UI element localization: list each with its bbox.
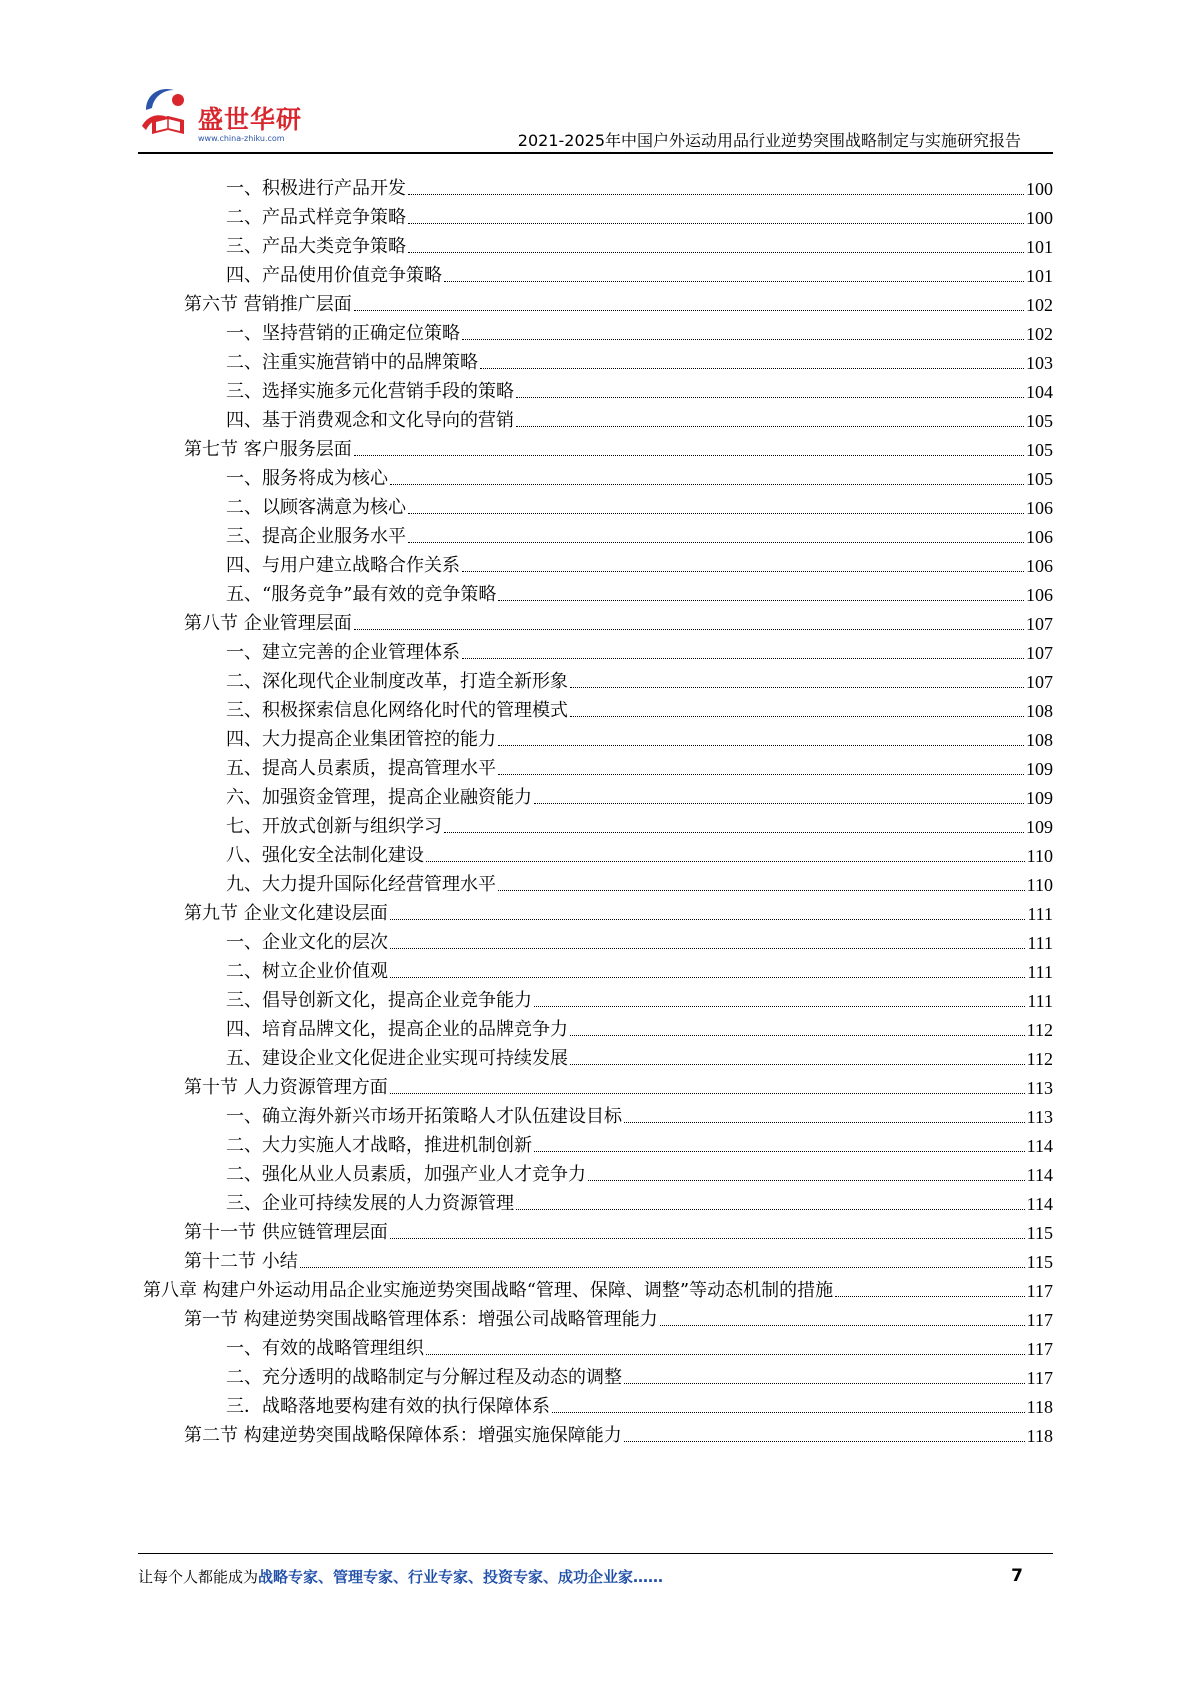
- toc-entry[interactable]: [184, 429, 1053, 461]
- header-divider: [138, 152, 1053, 154]
- toc-entry[interactable]: [184, 1299, 1053, 1331]
- toc-entry-page: 105: [1026, 411, 1053, 431]
- toc-dot-leader: [444, 281, 1024, 282]
- toc-entry-page: 110: [1026, 846, 1053, 866]
- toc-entry-page: 107: [1026, 672, 1053, 692]
- toc-entry-page: 115: [1026, 1223, 1053, 1243]
- toc-dot-leader: [390, 948, 1025, 949]
- toc-entry-title: 六、加强资金管理，提高企业融资能力: [226, 787, 532, 808]
- toc-dot-leader: [570, 687, 1024, 688]
- toc-dot-leader: [624, 1383, 1025, 1384]
- toc-entry-title: 五、提高人员素质，提高管理水平: [226, 758, 496, 779]
- toc-entry-title: 二、注重实施营销中的品牌策略: [226, 352, 478, 373]
- toc-entry-title: 三、选择实施多元化营销手段的策略: [226, 381, 514, 402]
- toc-entry-page: 100: [1026, 179, 1053, 199]
- toc-dot-leader: [390, 1093, 1025, 1094]
- toc-dot-leader: [835, 1296, 1025, 1297]
- toc-entry-page: 115: [1026, 1252, 1053, 1272]
- toc-entry[interactable]: [226, 313, 1053, 345]
- toc-entry[interactable]: [226, 226, 1053, 258]
- toc-entry-page: 105: [1026, 469, 1053, 489]
- toc-entry-page: 102: [1026, 324, 1053, 344]
- toc-dot-leader: [462, 571, 1024, 572]
- toc-entry[interactable]: [184, 603, 1053, 635]
- toc-entry[interactable]: [226, 255, 1053, 287]
- toc-entry[interactable]: [226, 632, 1053, 664]
- toc-entry[interactable]: [226, 1386, 1053, 1418]
- toc-entry-title: 九、大力提升国际化经营管理水平: [226, 874, 496, 895]
- toc-dot-leader: [426, 861, 1025, 862]
- toc-dot-leader: [534, 803, 1024, 804]
- toc-entry[interactable]: [226, 1009, 1053, 1041]
- toc-entry[interactable]: [226, 1125, 1053, 1157]
- toc-entry[interactable]: [226, 1154, 1053, 1186]
- toc-entry-page: 109: [1026, 759, 1053, 779]
- toc-entry-page: 106: [1026, 527, 1053, 547]
- toc-dot-leader: [390, 484, 1024, 485]
- toc-dot-leader: [390, 977, 1025, 978]
- toc-entry-title: 第十一节 供应链管理层面: [184, 1222, 388, 1243]
- toc-dot-leader: [534, 1006, 1025, 1007]
- toc-entry-page: 114: [1026, 1136, 1053, 1156]
- toc-entry-title: 四、产品使用价值竞争策略: [226, 265, 442, 286]
- toc-dot-leader: [462, 658, 1024, 659]
- toc-dot-leader: [516, 1209, 1025, 1210]
- toc-entry-title: 二、充分透明的战略制定与分解过程及动态的调整: [226, 1367, 622, 1388]
- toc-dot-leader: [408, 513, 1024, 514]
- toc-entry[interactable]: [226, 661, 1053, 693]
- toc-entry-page: 106: [1026, 585, 1053, 605]
- toc-entry[interactable]: [226, 168, 1053, 200]
- toc-entry-title: 第八节 企业管理层面: [184, 613, 352, 634]
- toc-entry-page: 114: [1026, 1165, 1053, 1185]
- toc-entry[interactable]: [226, 980, 1053, 1012]
- toc-entry-title: 四、培育品牌文化，提高企业的品牌竞争力: [226, 1019, 568, 1040]
- toc-entry-page: 108: [1026, 730, 1053, 750]
- toc-dot-leader: [498, 890, 1025, 891]
- toc-dot-leader: [570, 1064, 1025, 1065]
- toc-entry-title: 三、企业可持续发展的人力资源管理: [226, 1193, 514, 1214]
- toc-entry[interactable]: [226, 922, 1053, 954]
- toc-entry-page: 106: [1026, 556, 1053, 576]
- toc-entry-title: 第六节 营销推广层面: [184, 294, 352, 315]
- toc-dot-leader: [588, 1180, 1025, 1181]
- toc-entry-page: 111: [1027, 991, 1053, 1011]
- toc-entry[interactable]: [226, 545, 1053, 577]
- toc-entry[interactable]: [184, 1415, 1053, 1447]
- toc-entry[interactable]: [226, 516, 1053, 548]
- toc-entry-title: 一、建立完善的企业管理体系: [226, 642, 460, 663]
- toc-entry[interactable]: [226, 777, 1053, 809]
- toc-entry[interactable]: [226, 748, 1053, 780]
- toc-entry-page: 117: [1026, 1339, 1053, 1359]
- page-header: [0, 0, 1191, 160]
- toc-entry-page: 109: [1026, 817, 1053, 837]
- toc-entry-title: 二、树立企业价值观: [226, 961, 388, 982]
- toc-entry-title: 第八章 构建户外运动用品企业实施逆势突围战略“管理、保障、调整”等动态机制的措施: [143, 1280, 834, 1301]
- toc-entry-title: 一、企业文化的层次: [226, 932, 388, 953]
- toc-dot-leader: [552, 1412, 1025, 1413]
- toc-entry-page: 107: [1026, 643, 1053, 663]
- toc-entry-page: 117: [1026, 1281, 1053, 1301]
- toc-entry-title: 四、基于消费观念和文化导向的营销: [226, 410, 514, 431]
- toc-entry[interactable]: [226, 458, 1053, 490]
- toc-entry-title: 二、产品式样竞争策略: [226, 207, 406, 228]
- toc-entry-title: 第九节 企业文化建设层面: [184, 903, 388, 924]
- toc-entry-page: 117: [1026, 1368, 1053, 1388]
- toc-entry[interactable]: [226, 1183, 1053, 1215]
- toc-entry-page: 111: [1027, 933, 1053, 953]
- toc-dot-leader: [444, 832, 1024, 833]
- toc-entry-page: 113: [1026, 1078, 1053, 1098]
- toc-entry-page: 111: [1027, 904, 1053, 924]
- toc-entry[interactable]: [226, 690, 1053, 722]
- toc-entry[interactable]: [184, 1212, 1053, 1244]
- toc-entry-title: 二、强化从业人员素质，加强产业人才竞争力: [226, 1164, 586, 1185]
- toc-entry-page: 118: [1026, 1426, 1053, 1446]
- page-footer: [138, 1566, 1053, 1592]
- toc-entry-page: 106: [1026, 498, 1053, 518]
- toc-entry-page: 117: [1026, 1310, 1053, 1330]
- toc-entry[interactable]: [226, 719, 1053, 751]
- footer-divider: [138, 1553, 1053, 1554]
- toc-entry[interactable]: [226, 371, 1053, 403]
- toc-dot-leader: [390, 1238, 1025, 1239]
- toc-dot-leader: [354, 629, 1024, 630]
- toc-entry-title: 一、确立海外新兴市场开拓策略人才队伍建设目标: [226, 1106, 622, 1127]
- toc-dot-leader: [534, 1151, 1025, 1152]
- toc-entry[interactable]: [143, 1270, 1053, 1302]
- toc-dot-leader: [300, 1267, 1025, 1268]
- toc-entry-page: 102: [1026, 295, 1053, 315]
- toc-entry-title: 一、有效的战略管理组织: [226, 1338, 424, 1359]
- toc-entry-title: 二、大力实施人才战略，推进机制创新: [226, 1135, 532, 1156]
- toc-dot-leader: [408, 194, 1024, 195]
- toc-entry-page: 113: [1026, 1107, 1053, 1127]
- company-logo: [138, 82, 328, 152]
- logo-text: 盛世华研: [198, 105, 303, 134]
- toc-entry-page: 109: [1026, 788, 1053, 808]
- logo-url: www.china-zhiku.com: [198, 134, 285, 143]
- toc-dot-leader: [354, 455, 1024, 456]
- toc-entry-title: 第二节 构建逆势突围战略保障体系：增强实施保障能力: [184, 1425, 622, 1446]
- toc-dot-leader: [408, 223, 1024, 224]
- toc-entry[interactable]: [226, 400, 1053, 432]
- toc-dot-leader: [462, 339, 1024, 340]
- toc-entry[interactable]: [226, 835, 1053, 867]
- toc-entry-title: 第一节 构建逆势突围战略管理体系：增强公司战略管理能力: [184, 1309, 658, 1330]
- toc-entry[interactable]: [184, 284, 1053, 316]
- toc-entry-page: 101: [1026, 266, 1053, 286]
- toc-entry-title: 一、服务将成为核心: [226, 468, 388, 489]
- toc-entry-page: 100: [1026, 208, 1053, 228]
- toc-entry-title: 三、积极探索信息化网络化时代的管理模式: [226, 700, 568, 721]
- toc-entry[interactable]: [226, 951, 1053, 983]
- toc-entry-title: 三、产品大类竞争策略: [226, 236, 406, 257]
- logo-emblem-icon: [138, 82, 198, 142]
- toc-entry-title: 四、大力提高企业集团管控的能力: [226, 729, 496, 750]
- toc-entry-page: 114: [1026, 1194, 1053, 1214]
- toc-entry-page: 101: [1026, 237, 1053, 257]
- toc-entry-page: 112: [1026, 1049, 1053, 1069]
- toc-entry[interactable]: [226, 806, 1053, 838]
- toc-entry-title: 一、坚持营销的正确定位策略: [226, 323, 460, 344]
- toc-entry[interactable]: [226, 1096, 1053, 1128]
- toc-entry-page: 105: [1026, 440, 1053, 460]
- toc-dot-leader: [354, 310, 1024, 311]
- toc-dot-leader: [624, 1441, 1025, 1442]
- toc-entry[interactable]: [226, 1357, 1053, 1389]
- toc-entry-title: 四、与用户建立战略合作关系: [226, 555, 460, 576]
- report-title: 2021-2025年中国户外运动用品行业逆势突围战略制定与实施研究报告: [517, 131, 1021, 150]
- toc-entry-title: 三、提高企业服务水平: [226, 526, 406, 547]
- toc-entry-title: 一、积极进行产品开发: [226, 178, 406, 199]
- toc-entry-page: 112: [1026, 1020, 1053, 1040]
- footer-slogan-prefix: 让每个人都能成为: [138, 1568, 259, 1586]
- toc-dot-leader: [408, 542, 1024, 543]
- toc-dot-leader: [426, 1354, 1025, 1355]
- toc-entry-title: 二、深化现代企业制度改革，打造全新形象: [226, 671, 568, 692]
- toc-dot-leader: [480, 368, 1024, 369]
- toc-entry[interactable]: [184, 1241, 1053, 1273]
- toc-entry-title: 五、建设企业文化促进企业实现可持续发展: [226, 1048, 568, 1069]
- toc-dot-leader: [570, 1035, 1025, 1036]
- footer-slogan-emphasis: 战略专家、管理专家、行业专家、投资专家、成功企业家……: [258, 1568, 664, 1586]
- toc-entry[interactable]: [226, 342, 1053, 374]
- toc-entry-title: 第七节 客户服务层面: [184, 439, 352, 460]
- toc-entry-title: 三．战略落地要构建有效的执行保障体系: [226, 1396, 550, 1417]
- toc-dot-leader: [624, 1122, 1025, 1123]
- toc-dot-leader: [498, 745, 1024, 746]
- toc-entry-title: 五、“服务竞争”最有效的竞争策略: [226, 584, 497, 605]
- page-number: 7: [1011, 1566, 1023, 1586]
- toc-entry-title: 第十节 人力资源管理方面: [184, 1077, 388, 1098]
- toc-entry-title: 七、开放式创新与组织学习: [226, 816, 442, 837]
- toc-entry[interactable]: [226, 574, 1053, 606]
- toc-entry-page: 118: [1026, 1397, 1053, 1417]
- toc-entry-title: 三、倡导创新文化，提高企业竞争能力: [226, 990, 532, 1011]
- toc-entry-title: 八、强化安全法制化建设: [226, 845, 424, 866]
- toc-dot-leader: [408, 252, 1024, 253]
- toc-entry-page: 111: [1027, 962, 1053, 982]
- toc-dot-leader: [516, 426, 1024, 427]
- toc-entry-page: 107: [1026, 614, 1053, 634]
- toc-entry[interactable]: [226, 864, 1053, 896]
- toc-entry-page: 103: [1026, 353, 1053, 373]
- toc-dot-leader: [390, 919, 1026, 920]
- toc-dot-leader: [660, 1325, 1025, 1326]
- toc-dot-leader: [498, 600, 1024, 601]
- toc-entry-title: 第十二节 小结: [184, 1251, 298, 1272]
- toc-dot-leader: [570, 716, 1024, 717]
- toc-entry-page: 104: [1026, 382, 1053, 402]
- toc-entry[interactable]: [184, 1067, 1053, 1099]
- toc-dot-leader: [498, 774, 1024, 775]
- toc-entry[interactable]: [226, 1038, 1053, 1070]
- toc-dot-leader: [516, 397, 1024, 398]
- toc-entry[interactable]: [226, 197, 1053, 229]
- toc-entry[interactable]: [226, 1328, 1053, 1360]
- toc-entry-title: 二、以顾客满意为核心: [226, 497, 406, 518]
- toc-entry-page: 110: [1026, 875, 1053, 895]
- toc-entry[interactable]: [184, 893, 1053, 925]
- toc-entry[interactable]: [226, 487, 1053, 519]
- toc-entry-page: 108: [1026, 701, 1053, 721]
